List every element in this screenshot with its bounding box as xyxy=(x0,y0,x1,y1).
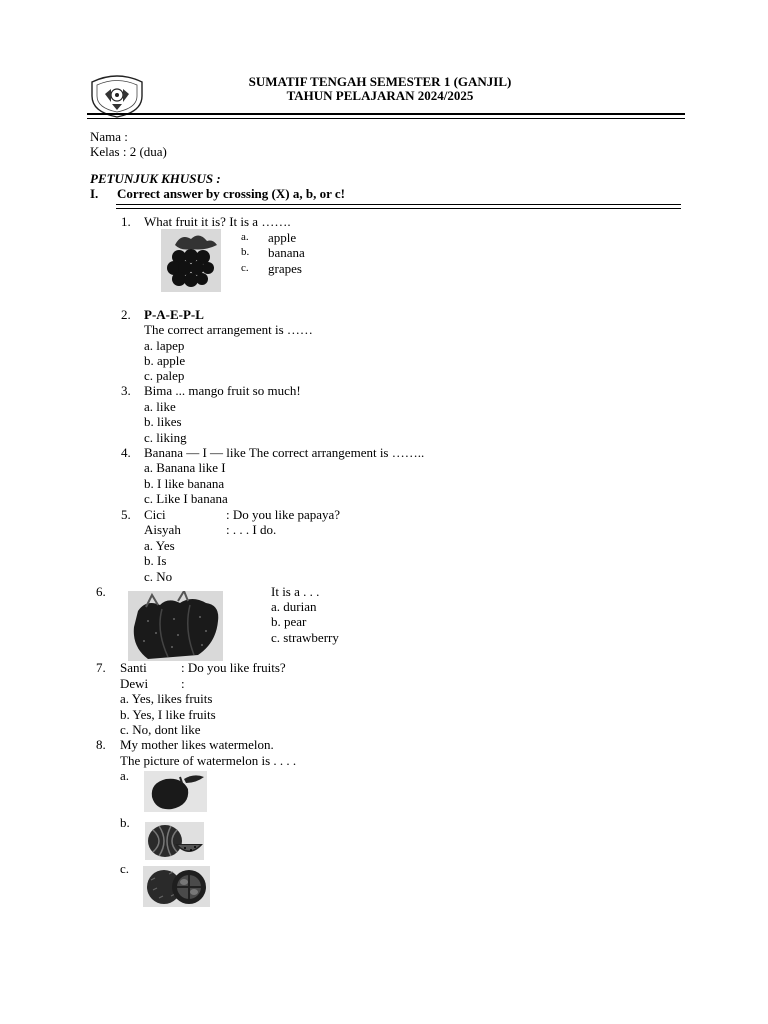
grapes-icon xyxy=(161,229,221,292)
durian-icon xyxy=(143,866,210,907)
question-number: 4. xyxy=(121,445,131,460)
option-text: a. Yes, likes fruits xyxy=(120,691,213,706)
option-text: a. Yes xyxy=(144,538,175,553)
school-logo xyxy=(88,72,146,118)
section-divider-thick xyxy=(116,204,681,205)
option-letter: b. xyxy=(120,815,130,830)
option-text: a. like xyxy=(144,399,176,414)
dialogue-line: : Do you like papaya? xyxy=(226,507,341,522)
option-text: c. liking xyxy=(144,430,187,445)
question-number: 2. xyxy=(121,307,131,322)
option-text: c. No xyxy=(144,569,173,584)
question-number: 3. xyxy=(121,383,131,398)
option-text: c. strawberry xyxy=(271,630,339,645)
question-text: It is a . . . xyxy=(271,584,320,599)
question-number: 1. xyxy=(121,214,131,229)
question-number: 5. xyxy=(121,507,131,522)
option-letter: c. xyxy=(120,861,130,876)
option-text: c. Like I banana xyxy=(144,491,228,506)
question-number: 6. xyxy=(96,584,106,599)
academic-year: TAHUN PELAJARAN 2024/2025 xyxy=(286,88,474,103)
question-subtext: The correct arrangement is …… xyxy=(144,322,313,337)
question-number: 8. xyxy=(96,737,106,752)
option-letter: b. xyxy=(241,246,250,258)
instructions-heading: PETUNJUK KHUSUS : xyxy=(90,171,221,186)
exam-title: SUMATIF TENGAH SEMESTER 1 (GANJIL) xyxy=(248,74,512,89)
question-number: 7. xyxy=(96,660,106,675)
mango-icon xyxy=(144,771,207,812)
option-text: b. Is xyxy=(144,553,167,568)
header-divider-thin xyxy=(87,118,685,119)
option-letter: a. xyxy=(120,768,130,783)
question-text: What fruit it is? It is a ……. xyxy=(144,214,291,229)
dialogue-line: : xyxy=(181,676,185,691)
section-number: I. xyxy=(90,186,99,201)
class-label: Kelas : 2 (dua) xyxy=(90,144,167,159)
option-text: apple xyxy=(268,230,297,245)
option-text: b. apple xyxy=(144,353,186,368)
speaker-name: Cici xyxy=(144,507,166,522)
question-subtext: The picture of watermelon is . . . . xyxy=(120,753,297,768)
question-text: Bima ... mango fruit so much! xyxy=(144,383,301,398)
dialogue-line: : . . . I do. xyxy=(226,522,277,537)
option-text: a. lapep xyxy=(144,338,185,353)
option-text: grapes xyxy=(268,261,302,276)
option-letter: a. xyxy=(241,231,249,243)
question-text: My mother likes watermelon. xyxy=(120,737,274,752)
section-instruction: Correct answer by crossing (X) a, b, or c! xyxy=(117,186,345,201)
watermelon-icon xyxy=(145,822,204,860)
name-label: Nama : xyxy=(90,129,128,144)
option-text: c. palep xyxy=(144,368,185,383)
speaker-name: Santi xyxy=(120,660,147,675)
question-text: Banana — I — like The correct arrangement is …….. xyxy=(144,445,425,460)
option-text: b. I like banana xyxy=(144,476,225,491)
speaker-name: Dewi xyxy=(120,676,149,691)
speaker-name: Aisyah xyxy=(144,522,181,537)
option-text: b. pear xyxy=(271,614,307,629)
option-text: c. No, dont like xyxy=(120,722,201,737)
option-text: b. Yes, I like fruits xyxy=(120,707,216,722)
option-letter: c. xyxy=(241,262,249,274)
option-text: a. Banana like I xyxy=(144,460,226,475)
question-text: P-A-E-P-L xyxy=(144,307,204,322)
strawberry-icon xyxy=(128,591,223,661)
dialogue-line: : Do you like fruits? xyxy=(181,660,286,675)
option-text: b. likes xyxy=(144,414,182,429)
option-text: banana xyxy=(268,245,305,260)
section-divider-thin xyxy=(116,208,681,209)
option-text: a. durian xyxy=(271,599,317,614)
header-divider-thick xyxy=(87,113,685,115)
